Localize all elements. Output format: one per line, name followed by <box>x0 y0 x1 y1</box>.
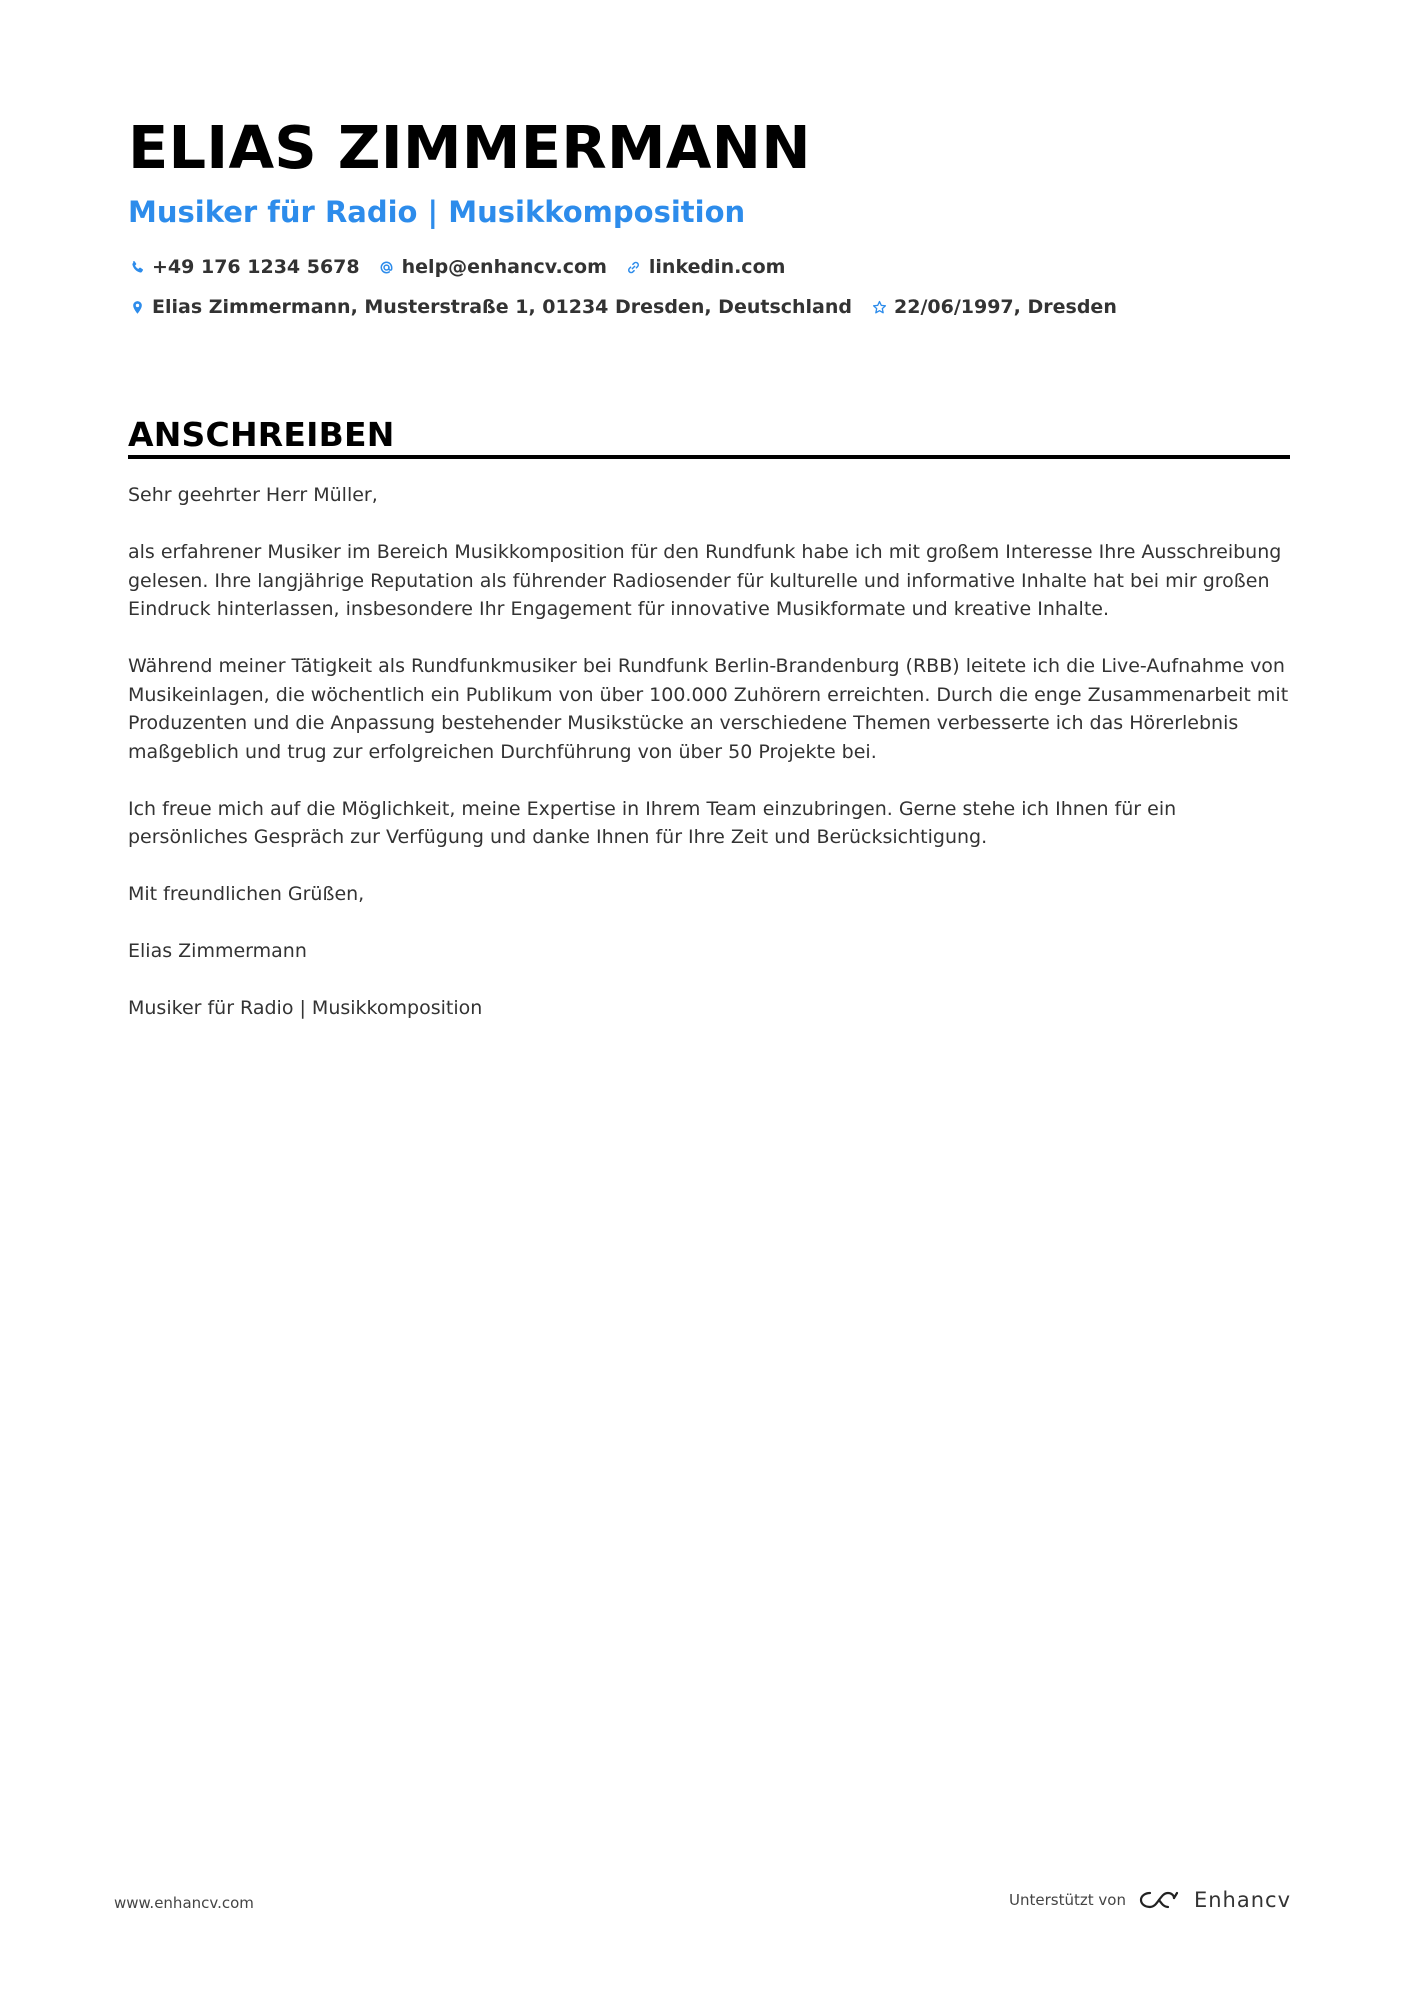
signature-title: Musiker für Radio | Musikkomposition <box>128 997 483 1019</box>
location-pin-icon <box>128 298 146 316</box>
contact-address <box>128 296 852 318</box>
letter-paragraph: als erfahrener Musiker im Bereich Musikkomposition für den Rundfunk habe ich mit großem Interesse Ihre Ausschreibung gelesen. Ihre langjährige Reputation als führender Radiosender für kulturelle und informative Inhalte hat bei mir großen Eindruck hinterlassen, insbesondere Ihr Engagement für innovative Musikformate und kreative Inhalte. <box>128 541 1282 620</box>
at-icon <box>378 258 396 276</box>
footer-branding <box>1009 1888 1291 1912</box>
letter-paragraph: Während meiner Tätigkeit als Rundfunkmusiker bei Rundfunk Berlin-Brandenburg (RBB) leitete ich die Live-Aufnahme von Musikeinlagen, die wöchentlich ein Publikum von über 100.000 Zuhörern erreichten. Durch die enge Zusammenarbeit mit Produzenten und die Anpassung bestehender Musikstücke an verschiedene Themen verbesserte ich das Hörerlebnis maßgeblich und trug zur erfolgreichen Durchführung von über 50 Projekte bei. <box>128 655 1289 763</box>
signature-name: Elias Zimmermann <box>128 940 307 962</box>
enhancv-brand-name[interactable]: Enhancv <box>1193 1888 1291 1912</box>
letter-closing: Mit freundlichen Grüßen, <box>128 883 365 905</box>
contact-website[interactable] <box>625 256 786 278</box>
birth-date-place: 22/06/1997, Dresden <box>894 296 1117 318</box>
contact-row-primary <box>128 252 1290 282</box>
powered-by-label: Unterstützt von <box>1009 1891 1126 1909</box>
email-address[interactable]: help@enhancv.com <box>401 256 607 278</box>
link-icon <box>625 258 643 276</box>
star-icon <box>870 298 888 316</box>
enhancv-logo-icon <box>1138 1888 1184 1912</box>
contact-email[interactable] <box>378 256 607 278</box>
phone-icon <box>128 258 146 276</box>
letter-paragraph: Ich freue mich auf die Möglichkeit, meine Expertise in Ihrem Team einzubringen. Gerne stehe ich Ihnen für ein persönliches Gespräch zur Verfügung und danke Ihnen für Ihre Zeit und Berücksichtigung. <box>128 797 1177 848</box>
phone-number: +49 176 1234 5678 <box>152 256 360 278</box>
section-divider <box>128 455 1290 459</box>
candidate-title: Musiker für Radio | Musikkomposition <box>128 195 746 229</box>
footer-website[interactable]: www.enhancv.com <box>114 1894 254 1912</box>
website-link[interactable]: linkedin.com <box>648 256 786 278</box>
address-text: Elias Zimmermann, Musterstraße 1, 01234 Dresden, Deutschland <box>152 296 853 318</box>
contact-birth <box>870 296 1117 318</box>
contact-phone <box>128 256 360 278</box>
letter-salutation: Sehr geehrter Herr Müller, <box>128 484 378 506</box>
letter-body <box>128 481 1290 1023</box>
section-title-cover-letter: ANSCHREIBEN <box>128 415 395 454</box>
candidate-name: ELIAS ZIMMERMANN <box>128 113 811 182</box>
cover-letter-page <box>128 108 1290 1051</box>
contact-row-secondary <box>128 292 1290 322</box>
